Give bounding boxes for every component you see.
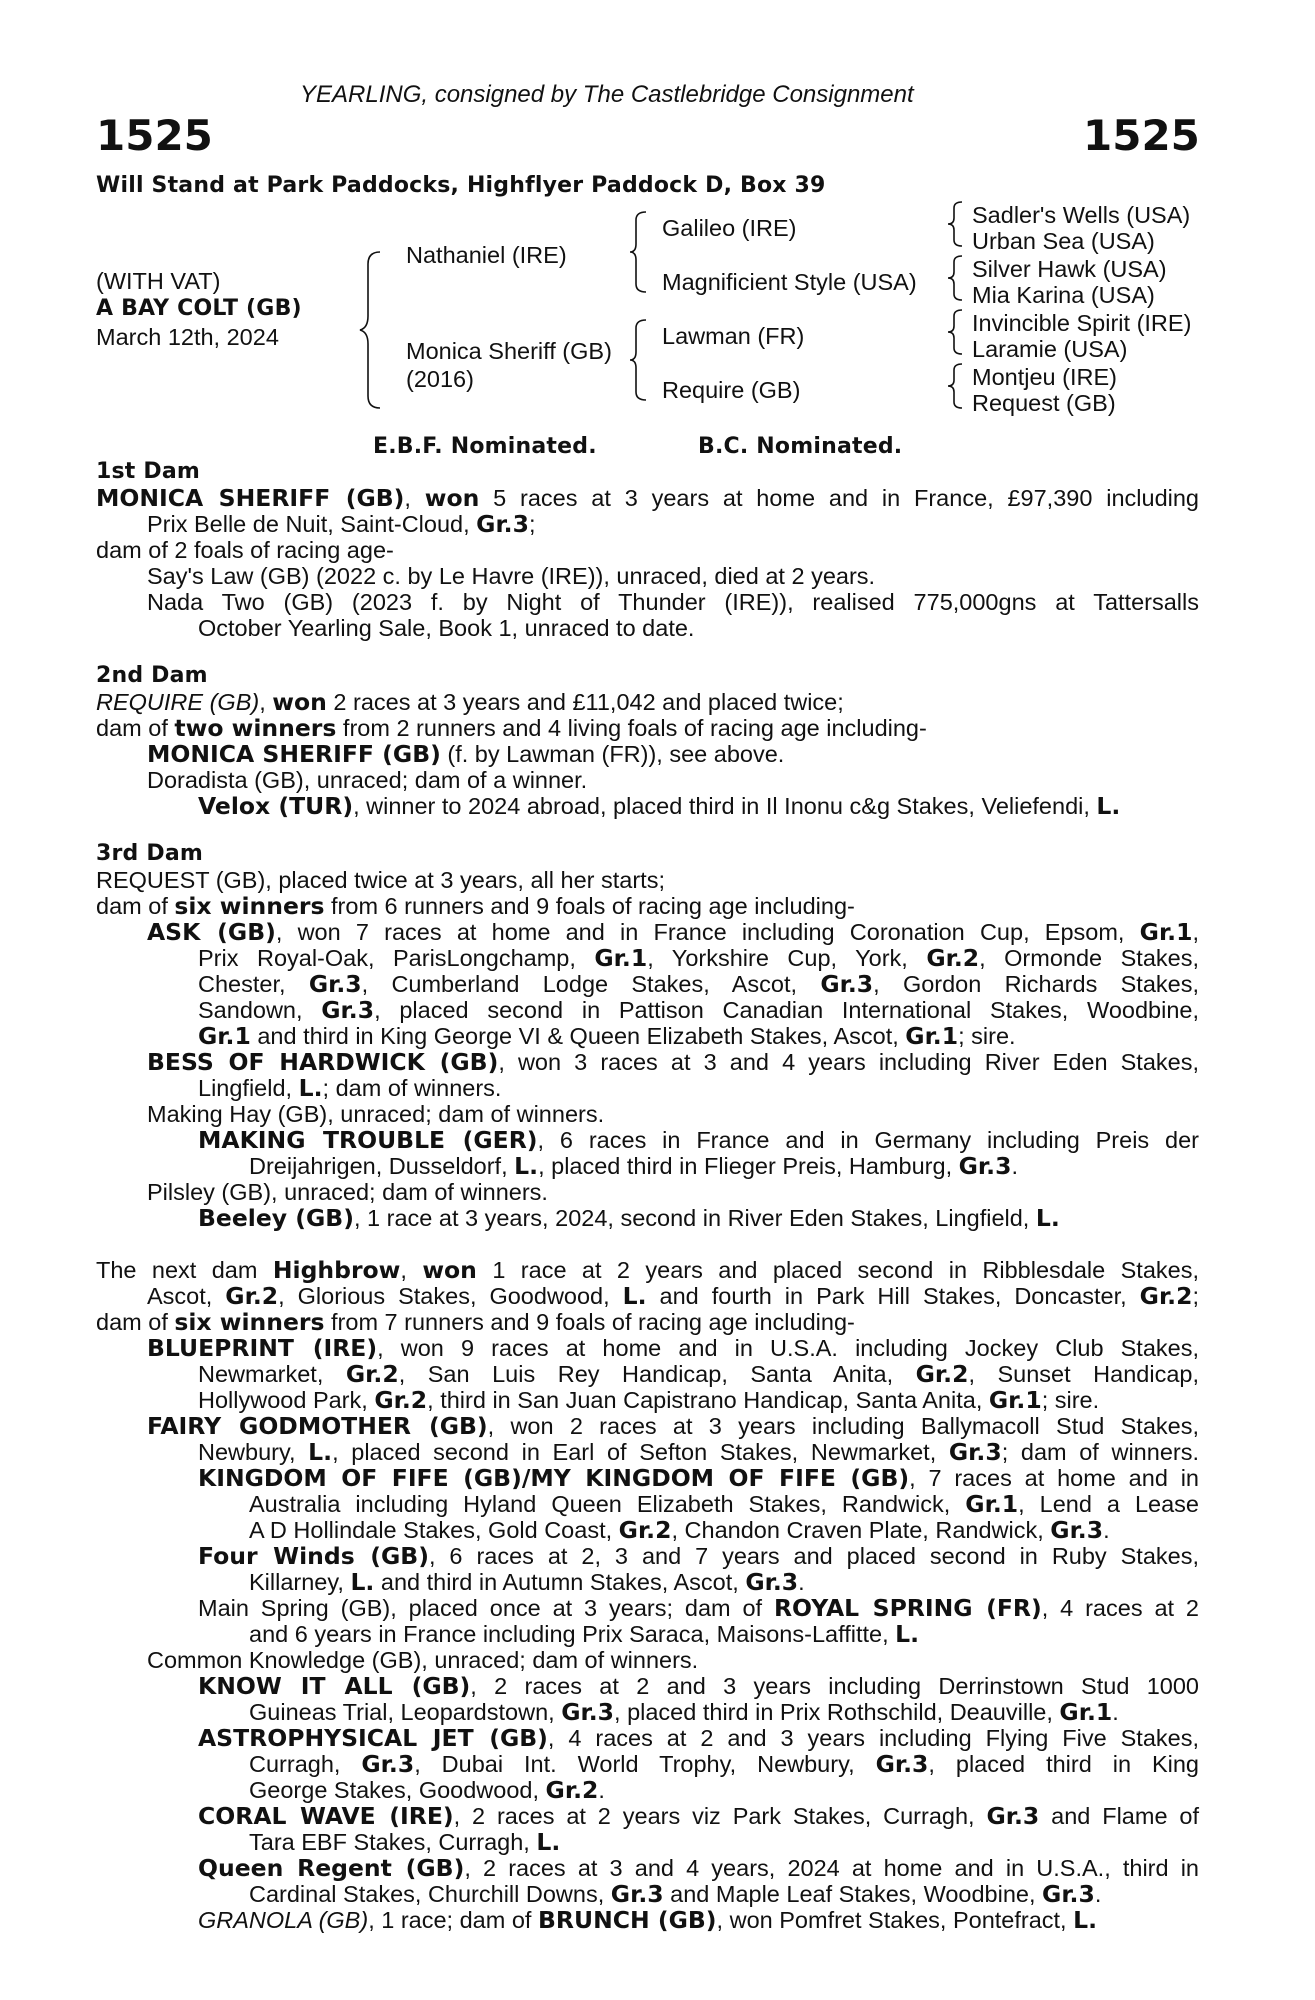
second-dam-line-3: MONICA SHERIFF (GB) (f. by Lawman (FR)), see above. <box>147 740 785 768</box>
pedigree-bracket-dam <box>630 318 654 402</box>
pedigree-bracket-main <box>360 250 390 410</box>
next-dam-line-3: dam of six winners from 7 runners and 9 foals of racing age including- <box>96 1308 855 1336</box>
second-dam-line-4: Doradista (GB), unraced; dam of a winner. <box>147 767 588 793</box>
pedigree-dam-year: (2016) <box>406 366 474 392</box>
next-dam-line-5: Newmarket, Gr.2, San Luis Rey Handicap, Santa Anita, Gr.2, Sunset Handicap, <box>198 1360 1199 1388</box>
second-dam-line-1: REQUIRE (GB), won 2 races at 3 years and £11,042 and placed twice; <box>96 688 844 716</box>
first-dam-foal-2: Nada Two (GB) (2023 f. by Night of Thunder (IRE)), realised 775,000gns at Tattersalls <box>147 589 1199 615</box>
third-dam-line-8: BESS OF HARDWICK (GB), won 3 races at 3 and 4 years including River Eden Stakes, <box>147 1048 1200 1076</box>
pedigree-sire: Nathaniel (IRE) <box>406 242 567 268</box>
third-dam-heading: 3rd Dam <box>96 841 203 866</box>
next-dam-line-4: BLUEPRINT (IRE), won 9 races at home and in U.S.A. including Jockey Club Stakes, <box>147 1334 1200 1362</box>
lot-number-right: 1525 <box>1083 111 1200 160</box>
first-dam-line-3: dam of 2 foals of racing age- <box>96 537 394 563</box>
pedigree-sire-dam: Magnificient Style (USA) <box>662 269 917 295</box>
next-dam-line-22: CORAL WAVE (IRE), 2 races at 2 years viz Park Stakes, Curragh, Gr.3 and Flame of <box>198 1802 1199 1830</box>
vat-note: (WITH VAT) <box>96 268 221 294</box>
pedigree-ddd: Request (GB) <box>972 390 1116 416</box>
pedigree-dds: Montjeu (IRE) <box>972 364 1117 390</box>
horse-dob: March 12th, 2024 <box>96 324 279 350</box>
next-dam-line-21: George Stakes, Goodwood, Gr.2. <box>249 1776 605 1804</box>
next-dam-line-2: Ascot, Gr.2, Glorious Stakes, Goodwood, L. and fourth in Park Hill Stakes, Doncaster, Gr.2; <box>147 1282 1199 1310</box>
pedigree-sdd: Mia Karina (USA) <box>972 282 1155 308</box>
pedigree-bracket-ss <box>948 200 968 248</box>
next-dam-line-12: Four Winds (GB), 6 races at 2, 3 and 7 years and placed second in Ruby Stakes, <box>198 1542 1199 1570</box>
next-dam-line-20: Curragh, Gr.3, Dubai Int. World Trophy, Newbury, Gr.3, placed third in King <box>249 1750 1200 1778</box>
next-dam-line-14: Main Spring (GB), placed once at 3 years; dam of ROYAL SPRING (FR), 4 races at 2 <box>198 1594 1199 1622</box>
second-dam-line-2: dam of two winners from 2 runners and 4 living foals of racing age including- <box>96 714 927 742</box>
next-dam-line-13: Killarney, L. and third in Autumn Stakes, Ascot, Gr.3. <box>249 1568 805 1596</box>
ebf-nominated: E.B.F. Nominated. <box>373 434 597 459</box>
next-dam-line-17: KNOW IT ALL (GB), 2 races at 2 and 3 years including Derrinstown Stud 1000 <box>198 1672 1199 1700</box>
first-dam-foal-2-cont: October Yearling Sale, Book 1, unraced to date. <box>198 615 695 641</box>
next-dam-line-26: GRANOLA (GB), 1 race; dam of BRUNCH (GB), won Pomfret Stakes, Pontefract, L. <box>198 1906 1098 1934</box>
next-dam-line-6: Hollywood Park, Gr.2, third in San Juan Capistrano Handicap, Santa Anita, Gr.1; sire. <box>198 1386 1100 1414</box>
next-dam-line-25: Cardinal Stakes, Churchill Downs, Gr.3 and Maple Leaf Stakes, Woodbine, Gr.3. <box>249 1880 1102 1908</box>
next-dam-line-24: Queen Regent (GB), 2 races at 3 and 4 years, 2024 at home and in U.S.A., third in <box>198 1854 1199 1882</box>
pedigree-dam-dam: Require (GB) <box>662 377 801 403</box>
third-dam-line-6: Sandown, Gr.3, placed second in Pattison Canadian International Stakes, Woodbine, <box>198 996 1199 1024</box>
second-dam-line-5: Velox (TUR), winner to 2024 abroad, placed third in Il Inonu c&g Stakes, Veliefendi, L. <box>198 792 1121 820</box>
pedigree-bracket-ds <box>948 308 968 356</box>
horse-name: A BAY COLT (GB) <box>96 296 302 321</box>
next-dam-line-7: FAIRY GODMOTHER (GB), won 2 races at 3 years including Ballymacoll Stud Stakes, <box>147 1412 1200 1440</box>
third-dam-line-7: Gr.1 and third in King George VI & Queen Elizabeth Stakes, Ascot, Gr.1; sire. <box>198 1022 1016 1050</box>
next-dam-line-11: A D Hollindale Stakes, Gold Coast, Gr.2, Chandon Craven Plate, Randwick, Gr.3. <box>249 1516 1110 1544</box>
second-dam-heading: 2nd Dam <box>96 663 208 688</box>
pedigree-bracket-sire <box>630 210 654 294</box>
pedigree-sds: Silver Hawk (USA) <box>972 256 1167 282</box>
lot-number-left: 1525 <box>96 111 213 160</box>
stand-location: Will Stand at Park Paddocks, Highflyer Paddock D, Box 39 <box>96 173 826 198</box>
first-dam-line-1: MONICA SHERIFF (GB), won 5 races at 3 years at home and in France, £97,390 including <box>96 484 1199 512</box>
next-dam-line-10: Australia including Hyland Queen Elizabeth Stakes, Randwick, Gr.1, Lend a Lease <box>249 1490 1199 1518</box>
pedigree-sire-sire: Galileo (IRE) <box>662 215 797 241</box>
consignment-line: YEARLING, consigned by The Castlebridge Consignment <box>300 81 914 108</box>
next-dam-line-9: KINGDOM OF FIFE (GB)/MY KINGDOM OF FIFE (GB), 7 races at home and in <box>198 1464 1199 1492</box>
first-dam-heading: 1st Dam <box>96 459 201 484</box>
pedigree-sss: Sadler's Wells (USA) <box>972 202 1191 228</box>
next-dam-line-23: Tara EBF Stakes, Curragh, L. <box>249 1828 561 1856</box>
third-dam-line-10: Making Hay (GB), unraced; dam of winners. <box>147 1101 605 1127</box>
third-dam-line-5: Chester, Gr.3, Cumberland Lodge Stakes, Ascot, Gr.3, Gordon Richards Stakes, <box>198 970 1199 998</box>
pedigree-bracket-dd <box>948 362 968 410</box>
third-dam-line-9: Lingfield, L.; dam of winners. <box>198 1074 502 1102</box>
bc-nominated: B.C. Nominated. <box>698 434 903 459</box>
next-dam-line-16: Common Knowledge (GB), unraced; dam of winners. <box>147 1647 699 1673</box>
third-dam-line-12: Dreijahrigen, Dusseldorf, L., placed third in Flieger Preis, Hamburg, Gr.3. <box>249 1152 1018 1180</box>
third-dam-line-11: MAKING TROUBLE (GER), 6 races in France and in Germany including Preis der <box>198 1126 1199 1154</box>
pedigree-dam-sire: Lawman (FR) <box>662 323 805 349</box>
next-dam-line-18: Guineas Trial, Leopardstown, Gr.3, placed third in Prix Rothschild, Deauville, Gr.1. <box>249 1698 1119 1726</box>
pedigree-bracket-sd <box>948 254 968 302</box>
third-dam-line-2: dam of six winners from 6 runners and 9 foals of racing age including- <box>96 892 855 920</box>
third-dam-line-13: Pilsley (GB), unraced; dam of winners. <box>147 1179 548 1205</box>
third-dam-line-3: ASK (GB), won 7 races at home and in France including Coronation Cup, Epsom, Gr.1, <box>147 918 1199 946</box>
pedigree-dsd: Laramie (USA) <box>972 336 1128 362</box>
third-dam-line-14: Beeley (GB), 1 race at 3 years, 2024, second in River Eden Stakes, Lingfield, L. <box>198 1204 1060 1232</box>
third-dam-line-1: REQUEST (GB), placed twice at 3 years, all her starts; <box>96 867 665 893</box>
next-dam-line-8: Newbury, L., placed second in Earl of Sefton Stakes, Newmarket, Gr.3; dam of winners. <box>198 1438 1199 1466</box>
next-dam-line-1: The next dam Highbrow, won 1 race at 2 years and placed second in Ribblesdale Stakes, <box>96 1256 1199 1284</box>
pedigree-dss: Invincible Spirit (IRE) <box>972 310 1192 336</box>
pedigree-dam: Monica Sheriff (GB) <box>406 338 612 364</box>
first-dam-line-2: Prix Belle de Nuit, Saint-Cloud, Gr.3; <box>147 510 536 538</box>
next-dam-line-15: and 6 years in France including Prix Saraca, Maisons-Laffitte, L. <box>249 1620 920 1648</box>
first-dam-foal-1: Say's Law (GB) (2022 c. by Le Havre (IRE)), unraced, died at 2 years. <box>147 563 876 589</box>
next-dam-line-19: ASTROPHYSICAL JET (GB), 4 races at 2 and 3 years including Flying Five Stakes, <box>198 1724 1199 1752</box>
pedigree-ssd: Urban Sea (USA) <box>972 228 1155 254</box>
third-dam-line-4: Prix Royal-Oak, ParisLongchamp, Gr.1, Yorkshire Cup, York, Gr.2, Ormonde Stakes, <box>198 944 1199 972</box>
